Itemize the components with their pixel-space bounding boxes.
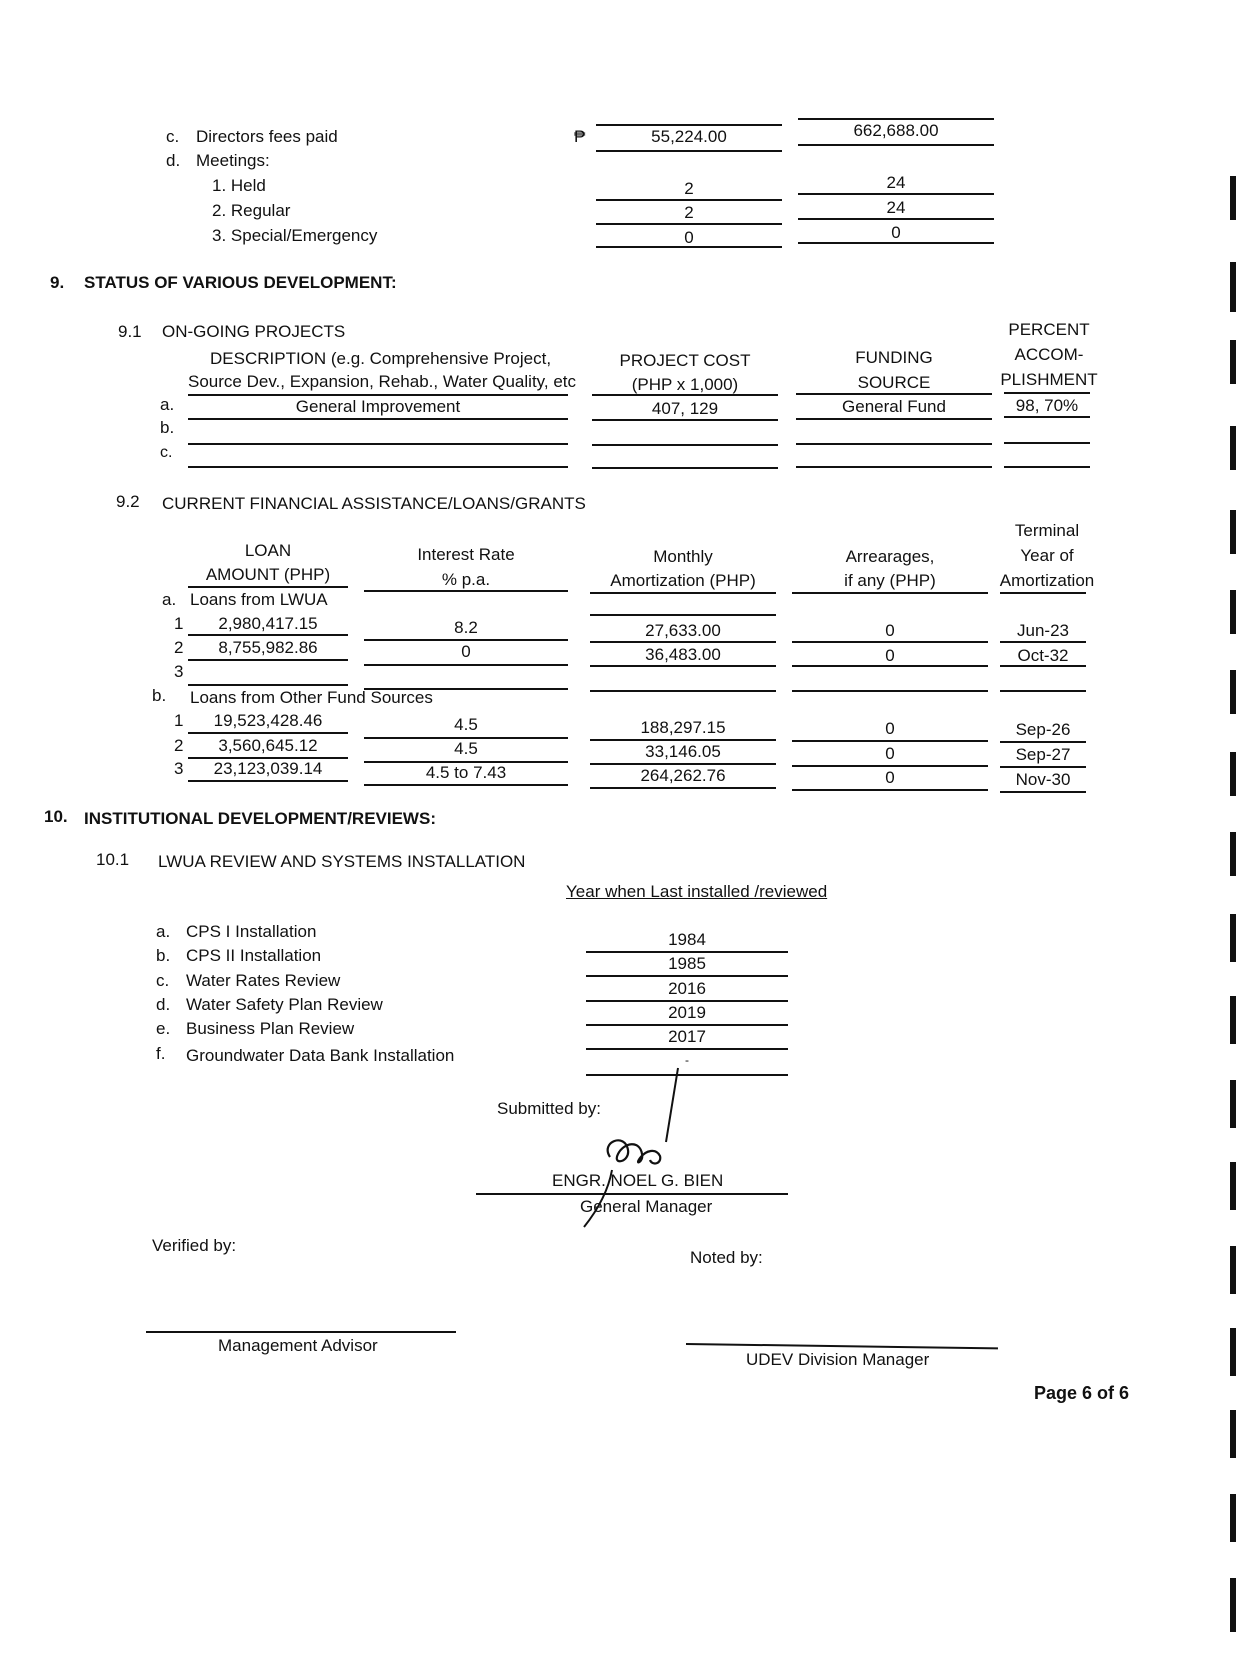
meeting-special-label: 3. Special/Emergency [212, 226, 378, 245]
review-b-letter: b. [156, 946, 171, 965]
loan-a2-number: 2 [174, 638, 184, 657]
loan-header-1: LOAN [244, 541, 292, 560]
rule [596, 223, 782, 225]
group-a-label: Loans from LWUA [190, 590, 328, 609]
loan-a1-arr: 0 [885, 621, 895, 640]
rule [364, 664, 568, 666]
group-a-letter: a. [162, 590, 177, 609]
meeting-held-v1: 2 [684, 179, 694, 198]
review-e-year: 2017 [668, 1027, 706, 1046]
rule [792, 665, 988, 667]
scan-edge-mark [1230, 1494, 1236, 1542]
loan-b1-term: Sep-26 [1015, 720, 1071, 739]
rule [792, 690, 988, 692]
rule [364, 590, 568, 592]
review-f-letter: f. [156, 1044, 166, 1063]
rule [596, 150, 782, 152]
term-header-3: Amortization [999, 571, 1095, 590]
loan-b3-amort: 264,262.76 [640, 766, 726, 785]
rule [590, 763, 776, 765]
project-a-letter: a. [160, 395, 175, 414]
loan-b3-number: 3 [174, 759, 184, 778]
loan-b3-term: Nov-30 [1015, 770, 1071, 789]
rule [188, 466, 568, 468]
rule [798, 118, 994, 120]
rule [1000, 592, 1086, 594]
review-a-letter: a. [156, 922, 171, 941]
review-b-year: 1985 [668, 954, 706, 973]
rule [188, 443, 568, 445]
loan-a3-number: 3 [174, 662, 184, 681]
rule [590, 592, 776, 594]
review-c-label: Water Rates Review [186, 971, 341, 990]
rule [188, 634, 348, 636]
rule [1004, 442, 1090, 444]
loan-a2-arr: 0 [885, 646, 895, 665]
review-f-label: Groundwater Data Bank Installation [186, 1046, 455, 1065]
section-9-1-title: ON-GOING PROJECTS [162, 322, 346, 341]
rule [592, 419, 778, 421]
review-c-year: 2016 [668, 979, 706, 998]
loan-b3-arr: 0 [885, 768, 895, 787]
term-header-1: Terminal [1014, 521, 1080, 540]
loan-b2-number: 2 [174, 736, 184, 755]
general-manager-title: General Manager [580, 1197, 713, 1216]
arr-header-2: if any (PHP) [844, 571, 936, 590]
scan-edge-mark [1230, 340, 1236, 384]
loan-b2-amount: 3,560,645.12 [218, 736, 318, 755]
pct-header-3: PLISHMENT [1000, 370, 1098, 389]
review-e-letter: e. [156, 1019, 171, 1038]
udev-division-manager-title: UDEV Division Manager [746, 1350, 930, 1369]
verified-by-label: Verified by: [152, 1236, 237, 1255]
scan-edge-mark [1230, 1162, 1236, 1210]
loan-a1-rate: 8.2 [454, 618, 478, 637]
loan-b3-amount: 23,123,039.14 [213, 759, 323, 778]
rule [590, 690, 776, 692]
rule [1000, 766, 1086, 768]
scan-edge-mark [1230, 914, 1236, 962]
rule [1000, 665, 1086, 667]
project-b-letter: b. [160, 418, 175, 437]
loan-a2-term: Oct-32 [1017, 646, 1069, 665]
rule [796, 466, 992, 468]
year-header: Year when Last installed /reviewed [566, 882, 828, 901]
rule [792, 740, 988, 742]
cost-header-2: (PHP x 1,000) [631, 375, 739, 394]
scan-edge-mark [1230, 426, 1236, 470]
amort-header-2: Amortization (PHP) [610, 571, 756, 590]
section-9-1-number: 9.1 [118, 322, 142, 341]
rule [1004, 466, 1090, 468]
rule [1004, 392, 1090, 394]
section-9-2-title: CURRENT FINANCIAL ASSISTANCE/LOANS/GRANTS [162, 494, 586, 513]
pct-header-2: ACCOM- [1014, 345, 1084, 364]
rule [1000, 791, 1086, 793]
noted-by-label: Noted by: [690, 1248, 763, 1267]
rule [188, 394, 568, 396]
rule [798, 193, 994, 195]
loan-b1-amort: 188,297.15 [640, 718, 726, 737]
directors-fees-label: Directors fees paid [196, 127, 338, 146]
loan-a2-amount: 8,755,982.86 [218, 638, 318, 657]
loan-a2-rate: 0 [461, 642, 471, 661]
rule [590, 641, 776, 643]
rule [592, 467, 778, 469]
review-d-year: 2019 [668, 1003, 706, 1022]
pct-header-1: PERCENT [1008, 320, 1090, 339]
review-d-label: Water Safety Plan Review [186, 995, 383, 1014]
submitted-by-label: Submitted by: [497, 1099, 601, 1118]
rule [146, 1331, 456, 1333]
rule [592, 394, 778, 396]
review-d-letter: d. [156, 995, 171, 1014]
section-9-2-number: 9.2 [116, 492, 140, 511]
loan-b2-rate: 4.5 [454, 739, 478, 758]
currency-symbol: ₱ [574, 127, 586, 146]
section-10-title: INSTITUTIONAL DEVELOPMENT/REVIEWS: [84, 809, 436, 828]
rule [586, 1048, 788, 1050]
rule [586, 951, 788, 953]
rule [592, 444, 778, 446]
rule [798, 242, 994, 244]
loan-b1-number: 1 [174, 711, 184, 730]
item-d-letter: d. [166, 151, 181, 170]
section-10-1-title: LWUA REVIEW AND SYSTEMS INSTALLATION [158, 852, 526, 871]
rule [796, 393, 992, 395]
scan-edge-mark [1230, 1080, 1236, 1128]
loan-b1-arr: 0 [885, 719, 895, 738]
rule [590, 787, 776, 789]
rule [686, 1343, 998, 1349]
rate-header-2: % p.a. [441, 570, 491, 589]
review-a-label: CPS I Installation [186, 922, 317, 941]
rule [590, 739, 776, 741]
rule [796, 443, 992, 445]
meeting-regular-label: 2. Regular [212, 201, 291, 220]
page-number: Page 6 of 6 [1034, 1383, 1130, 1403]
review-a-year: 1984 [668, 930, 706, 949]
meeting-regular-v2: 24 [886, 198, 906, 217]
rule [476, 1193, 788, 1195]
project-a-pct: 98, 70% [1015, 396, 1079, 415]
rule [1000, 641, 1086, 643]
project-a-cost: 407, 129 [651, 399, 719, 418]
scan-edge-mark [1230, 510, 1236, 554]
rule [792, 789, 988, 791]
general-manager-name: ENGR. NOEL G. BIEN [552, 1171, 724, 1190]
scan-edge-mark [1230, 832, 1236, 876]
meeting-regular-v1: 2 [684, 203, 694, 222]
project-a-fund: General Fund [842, 397, 946, 416]
fund-header-1: FUNDING [855, 348, 933, 367]
loan-header-2: AMOUNT (PHP) [205, 565, 331, 584]
term-header-2: Year of [1020, 546, 1074, 565]
desc-header-2: Source Dev., Expansion, Rehab., Water Quality, etc [188, 372, 577, 391]
rule [596, 124, 782, 126]
rule [586, 975, 788, 977]
loan-b3-rate: 4.5 to 7.43 [425, 763, 507, 782]
loan-b2-amort: 33,146.05 [645, 742, 721, 761]
rate-header-1: Interest Rate [417, 545, 515, 564]
rule [188, 684, 348, 686]
loan-b2-term: Sep-27 [1015, 745, 1071, 764]
section-9-title: STATUS OF VARIOUS DEVELOPMENT: [84, 273, 397, 292]
rule [1000, 690, 1086, 692]
arr-header-1: Arrearages, [845, 547, 935, 566]
amort-header-1: Monthly [653, 547, 713, 566]
loan-b2-arr: 0 [885, 744, 895, 763]
rule [590, 614, 776, 616]
loan-b1-rate: 4.5 [454, 715, 478, 734]
loan-a1-number: 1 [174, 614, 184, 633]
loan-a1-amount: 2,980,417.15 [218, 614, 318, 633]
directors-fees-value-2: 662,688.00 [853, 121, 939, 140]
section-10-number: 10. [44, 807, 68, 826]
rule [586, 1000, 788, 1002]
rule [364, 639, 568, 641]
rule [1004, 416, 1090, 418]
rule [188, 780, 348, 782]
scan-edge-mark [1230, 176, 1236, 220]
scan-edge-mark [1230, 262, 1236, 312]
rule [792, 592, 988, 594]
section-9-number: 9. [50, 273, 65, 292]
scan-edge-mark [1230, 1578, 1236, 1632]
meeting-special-v2: 0 [891, 223, 901, 242]
scan-edge-mark [1230, 996, 1236, 1044]
rule [796, 418, 992, 420]
rule [590, 665, 776, 667]
rule [596, 246, 782, 248]
meeting-held-label: 1. Held [212, 176, 266, 195]
section-10-1-number: 10.1 [96, 850, 130, 869]
rule [188, 586, 348, 588]
management-advisor-title: Management Advisor [218, 1336, 378, 1355]
meeting-held-v2: 24 [886, 173, 906, 192]
review-e-label: Business Plan Review [186, 1019, 355, 1038]
rule [188, 418, 568, 420]
loan-b1-amount: 19,523,428.46 [213, 711, 323, 730]
group-b-letter: b. [152, 686, 167, 705]
meeting-special-v1: 0 [684, 228, 694, 247]
item-c-letter: c. [166, 127, 180, 146]
scan-edge-mark [1230, 1410, 1236, 1458]
rule [792, 765, 988, 767]
scan-edge-mark [1230, 590, 1236, 634]
fund-header-2: SOURCE [857, 373, 931, 392]
rule [798, 144, 994, 146]
scan-edge-mark [1230, 1328, 1236, 1376]
project-a-desc: General Improvement [295, 397, 461, 416]
cost-header-1: PROJECT COST [619, 351, 751, 370]
rule [364, 784, 568, 786]
rule [798, 218, 994, 220]
meetings-label: Meetings: [196, 151, 270, 170]
review-c-letter: c. [156, 971, 170, 990]
scan-edge-mark [1230, 752, 1236, 796]
rule [792, 641, 988, 643]
loan-a1-term: Jun-23 [1017, 621, 1069, 640]
scan-edge-mark [1230, 1246, 1236, 1294]
review-b-label: CPS II Installation [186, 946, 322, 965]
group-b-label: Loans from Other Fund Sources [190, 688, 433, 707]
loan-a1-amort: 27,633.00 [645, 621, 721, 640]
directors-fees-value-1: 55,224.00 [651, 127, 727, 146]
project-c-letter: c. [160, 444, 173, 461]
loan-a2-amort: 36,483.00 [645, 645, 721, 664]
rule [586, 1024, 788, 1026]
rule [188, 732, 348, 734]
rule [596, 199, 782, 201]
scan-edge-mark [1230, 670, 1236, 714]
rule [188, 659, 348, 661]
review-f-year: - [685, 1053, 689, 1067]
rule [1000, 741, 1086, 743]
desc-header-1: DESCRIPTION (e.g. Comprehensive Project, [210, 349, 552, 368]
